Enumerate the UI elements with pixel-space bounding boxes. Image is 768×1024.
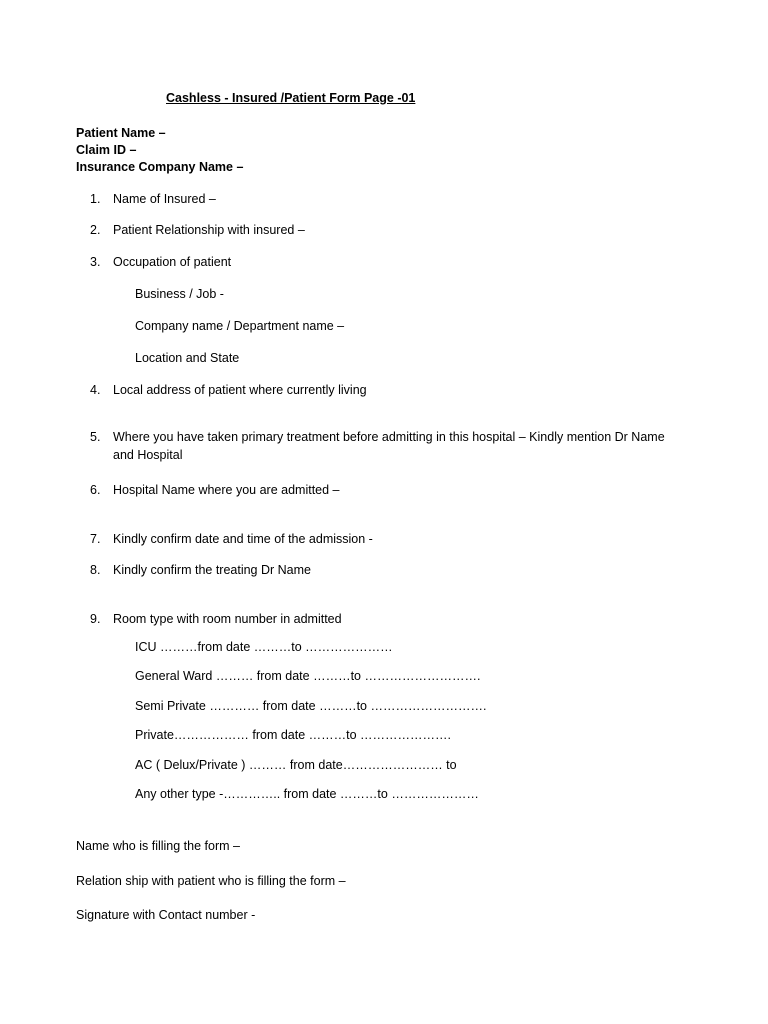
- item-number: 7.: [90, 532, 101, 546]
- item-number: 4.: [90, 383, 101, 397]
- form-title: Cashless - Insured /Patient Form Page -01: [166, 91, 416, 105]
- item-number: 9.: [90, 612, 101, 626]
- item-treating-dr: Kindly confirm the treating Dr Name: [113, 563, 311, 577]
- item-name-of-insured: Name of Insured –: [113, 192, 216, 206]
- item-room-type: Room type with room number in admitted: [113, 612, 342, 626]
- patient-name-label: Patient Name –: [76, 126, 166, 140]
- room-icu: ICU ………from date ………to …………………: [135, 640, 393, 654]
- sub-business-job: Business / Job -: [135, 287, 224, 301]
- sub-company-department: Company name / Department name –: [135, 319, 345, 333]
- room-private: Private……………… from date ………to ………………….: [135, 728, 452, 742]
- room-ac: AC ( Delux/Private ) ……… from date…………………… to: [135, 758, 457, 772]
- filler-name-label: Name who is filling the form –: [76, 839, 240, 853]
- filler-relation-label: Relation ship with patient who is filling the form –: [76, 874, 346, 888]
- item-number: 6.: [90, 483, 101, 497]
- item-number: 3.: [90, 255, 101, 269]
- room-other: Any other type -………….. from date ………to …………………: [135, 787, 479, 801]
- item-relationship: Patient Relationship with insured –: [113, 223, 305, 237]
- item-number: 2.: [90, 223, 101, 237]
- sub-location-state: Location and State: [135, 351, 240, 365]
- insurance-company-label: Insurance Company Name –: [76, 160, 244, 174]
- room-semi-private: Semi Private ………… from date ………to ……………………….: [135, 699, 487, 713]
- item-admission-date: Kindly confirm date and time of the admission -: [113, 532, 373, 546]
- item-number: 8.: [90, 563, 101, 577]
- item-primary-treatment: Where you have taken primary treatment before admitting in this hospital – Kindly mention Dr Name and Hospital: [113, 430, 665, 462]
- signature-contact-label: Signature with Contact number -: [76, 908, 256, 922]
- item-number: 1.: [90, 192, 101, 206]
- item-hospital-name: Hospital Name where you are admitted –: [113, 483, 340, 497]
- item-local-address: Local address of patient where currently living: [113, 383, 367, 397]
- item-number: 5.: [90, 430, 101, 444]
- claim-id-label: Claim ID –: [76, 143, 137, 157]
- item-occupation: Occupation of patient: [113, 255, 232, 269]
- room-general-ward: General Ward ……… from date ………to ……………………….: [135, 669, 481, 683]
